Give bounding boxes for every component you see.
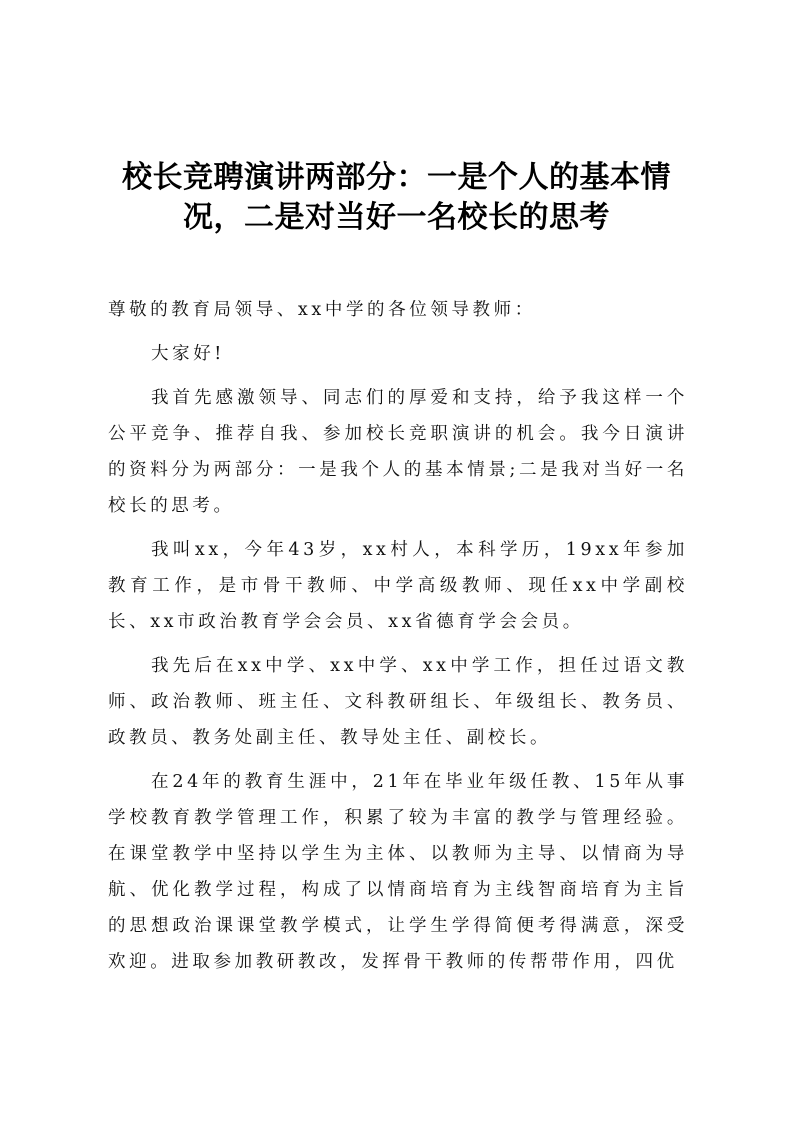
experience-paragraph: 在24年的教育生涯中，21年在毕业年级任教、15年从事学校教育教学管理工作，积累了较为丰富的教学与管理经验。在课堂教学中坚持以学生为主体、以教师为主导、以情商为导航、优化教学过程，构成了以情商培育为主线智商培育为主旨的思想政治课课堂教学模式，让学生学得简便考得满意，深受欢迎。进取参加教研教改，发挥骨干教师的传帮带作用，四优 [108,772,688,972]
personal-info-paragraph: 我叫xx，今年43岁，xx村人，本科学历，19xx年参加教育工作，是市骨干教师、中学高级教师、现任xx中学副校长、xx市政治教育学会会员、xx省德育学会会员。 [108,540,688,632]
intro-paragraph: 我首先感激领导、同志们的厚爱和支持，给予我这样一个公平竞争、推荐自我、参加校长竞职演讲的机会。我今日演讲的资料分为两部分：一是我个人的基本情景;二是我对当好一名校长的思考。 [108,388,688,516]
document-title: 校长竞聘演讲两部分：一是个人的基本情况，二是对当好一名校长的思考 [122,160,671,235]
work-history-paragraph: 我先后在xx中学、xx中学、xx中学工作，担任过语文教师、政治教师、班主任、文科教研组长、年级组长、教务员、政教员、教务处副主任、教导处主任、副校长。 [108,656,688,748]
salutation-paragraph: 尊敬的教育局领导、xx中学的各位领导教师： [108,300,536,320]
greeting-paragraph: 大家好! [151,344,225,364]
document-body [108,292,688,988]
